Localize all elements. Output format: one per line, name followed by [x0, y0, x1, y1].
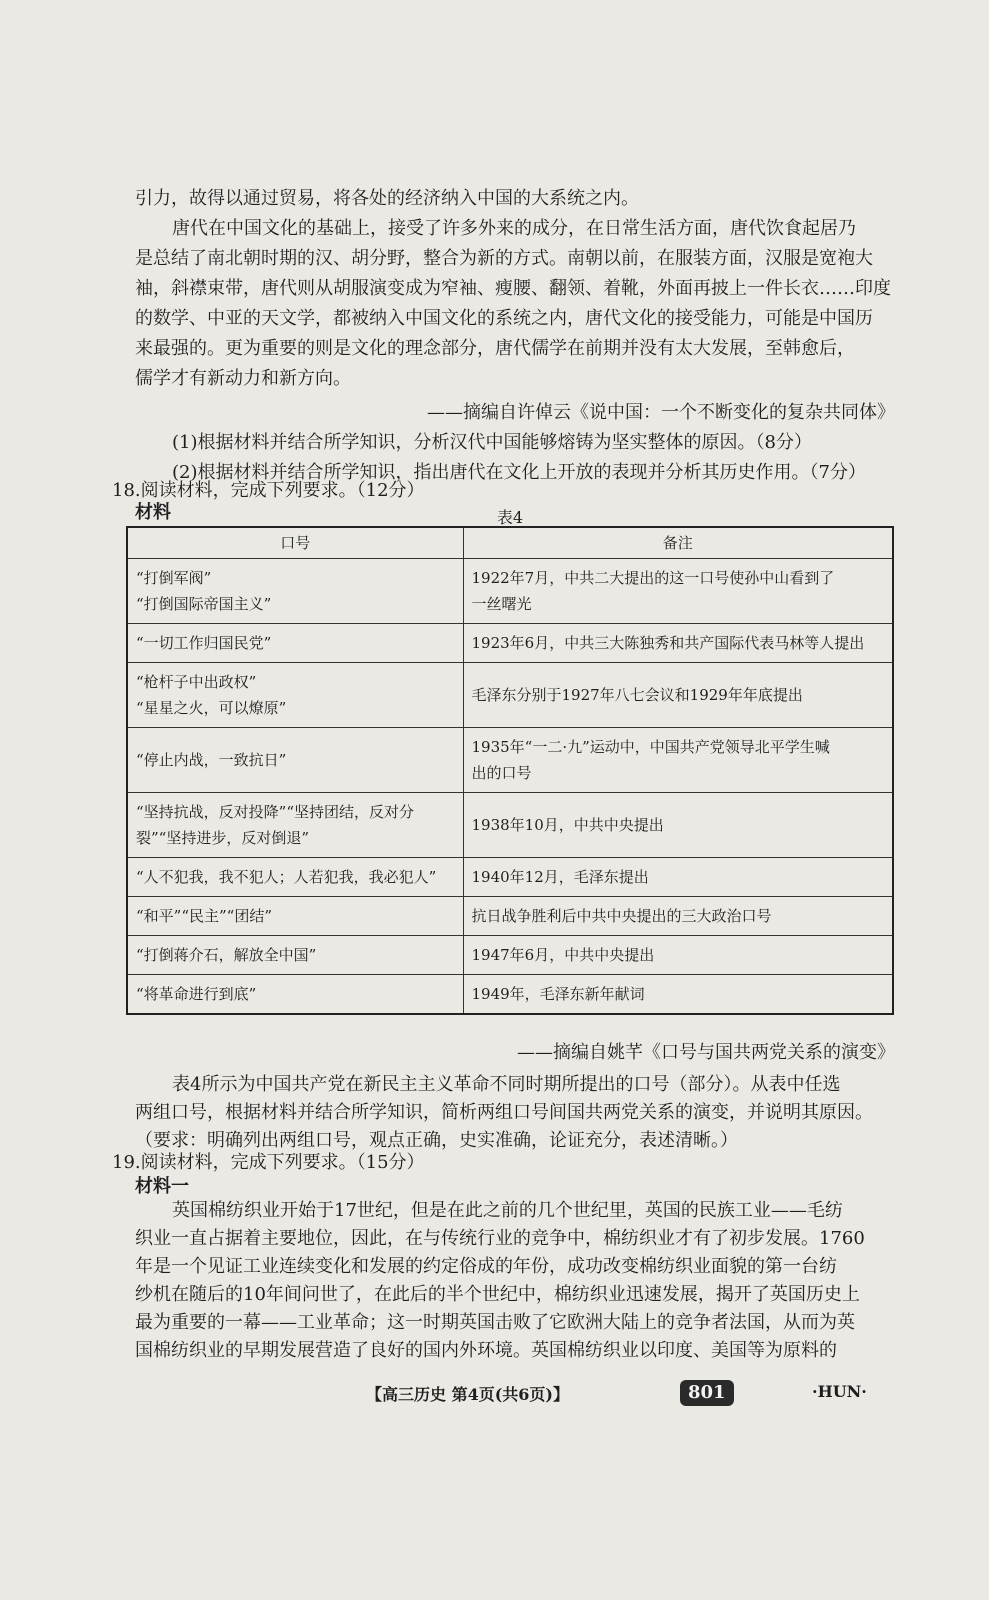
header-slogan: 口号	[127, 527, 463, 559]
table-row	[127, 663, 893, 728]
table-caption: 表4	[496, 508, 524, 527]
note-text: 抗日战争胜利后中共中央提出的三大政治口号	[471, 907, 772, 925]
slogan-text: 裂”“坚持进步，反对倒退”	[136, 829, 310, 847]
slogan-cell	[127, 858, 463, 897]
passage-19-line: 纱机在随后的10年间问世了，在此后的半个世纪中，棉纺织业迅速发展，揭开了英国历史上	[135, 1284, 860, 1305]
note-text: 1949年，毛泽东新年献词	[471, 985, 645, 1003]
question-17-2: (2)根据材料并结合所学知识，指出唐代在文化上开放的表现并分析其历史作用。（7分）	[172, 462, 866, 483]
note-text: 1940年12月，毛泽东提出	[471, 868, 649, 886]
slogan-text: “打倒军阀”	[136, 569, 212, 587]
note-text: 1922年7月，中共二大提出的这一口号使孙中山看到了	[471, 569, 835, 587]
slogan-text: “坚持抗战，反对投降”“坚持团结，反对分	[136, 803, 415, 821]
passage-19-line: 织业一直占据着主要地位，因此，在与传统行业的竞争中，棉纺织业才有了初步发展。1760	[135, 1228, 865, 1249]
note-text: 1947年6月，中共中央提出	[471, 946, 655, 964]
passage-line: 的数学、中亚的天文学，都被纳入中国文化的系统之内，唐代文化的接受能力，可能是中国历	[135, 308, 873, 329]
passage-19-line: 英国棉纺织业开始于17世纪，但是在此之前的几个世纪里，英国的民族工业——毛纺	[172, 1200, 843, 1221]
table-row	[127, 793, 893, 858]
footer-page-label: 【高三历史 第4页(共6页)】	[366, 1385, 569, 1404]
slogan-text: “星星之火，可以燎原”	[136, 699, 287, 717]
footer-region-mark: ·HUN·	[812, 1382, 867, 1401]
slogan-table	[126, 526, 894, 1015]
note-cell	[463, 936, 893, 975]
page-footer	[0, 1380, 989, 1410]
slogan-text: “将革命进行到底”	[136, 985, 257, 1003]
passage-line: 来最强的。更为重要的则是文化的理念部分，唐代儒学在前期并没有太大发展，至韩愈后，	[135, 338, 855, 359]
question-17-1: (1)根据材料并结合所学知识，分析汉代中国能够熔铸为坚实整体的原因。（8分）	[172, 432, 812, 453]
question-19-heading: 19.阅读材料，完成下列要求。（15分）	[112, 1152, 425, 1173]
note-cell	[463, 793, 893, 858]
passage-line: 儒学才有新动力和新方向。	[135, 368, 351, 389]
note-cell	[463, 663, 893, 728]
note-text: 毛泽东分别于1927年八七会议和1929年年底提出	[471, 686, 803, 704]
question-18-text: （要求：明确列出两组口号，观点正确，史实准确，论证充分，表述清晰。）	[135, 1130, 738, 1151]
source-citation-18: ——摘编自姚芊《口号与国共两党关系的演变》	[517, 1042, 895, 1063]
note-cell	[463, 728, 893, 793]
note-text: 1923年6月，中共三大陈独秀和共产国际代表马林等人提出	[471, 634, 865, 652]
note-cell	[463, 975, 893, 1015]
slogan-cell	[127, 559, 463, 624]
passage-line: 袖，斜襟束带，唐代则从胡服演变成为窄袖、瘦腰、翻领、着靴，外面再披上一件长衣……印度	[135, 278, 891, 299]
note-text: 1935年“一二·九”运动中，中国共产党领导北平学生喊	[471, 738, 830, 756]
note-cell	[463, 858, 893, 897]
slogan-cell	[127, 728, 463, 793]
note-cell	[463, 897, 893, 936]
slogan-cell	[127, 793, 463, 858]
table-row	[127, 897, 893, 936]
question-18-heading: 18.阅读材料，完成下列要求。（12分）	[112, 480, 425, 501]
slogan-cell	[127, 936, 463, 975]
table-row	[127, 624, 893, 663]
table-header-row	[127, 527, 893, 559]
slogan-text: “打倒蒋介石，解放全中国”	[136, 946, 317, 964]
slogan-text: “人不犯我，我不犯人；人若犯我，我必犯人”	[136, 868, 437, 886]
material-label-18: 材料	[135, 502, 171, 523]
slogan-cell	[127, 663, 463, 728]
material-label-19: 材料一	[135, 1176, 189, 1197]
note-cell	[463, 624, 893, 663]
note-text: 一丝曙光	[471, 595, 532, 613]
slogan-text: “和平”“民主”“团结”	[136, 907, 273, 925]
slogan-text: “一切工作归国民党”	[136, 634, 272, 652]
note-text: 1938年10月，中共中央提出	[471, 816, 664, 834]
question-18-text: 两组口号，根据材料并结合所学知识，简析两组口号间国共两党关系的演变，并说明其原因。	[135, 1102, 873, 1123]
table-row	[127, 728, 893, 793]
slogan-cell	[127, 975, 463, 1015]
table-row	[127, 936, 893, 975]
slogan-text: “枪杆子中出政权”	[136, 673, 257, 691]
header-note: 备注	[463, 527, 893, 559]
slogan-cell	[127, 624, 463, 663]
slogan-text: “停止内战，一致抗日”	[136, 751, 287, 769]
passage-line: 唐代在中国文化的基础上，接受了许多外来的成分，在日常生活方面，唐代饮食起居乃	[172, 218, 856, 239]
note-cell	[463, 559, 893, 624]
note-text: 出的口号	[471, 764, 532, 782]
passage-19-line: 最为重要的一幕——工业革命；这一时期英国击败了它欧洲大陆上的竞争者法国，从而为英	[135, 1312, 855, 1333]
table-row	[127, 975, 893, 1015]
slogan-text: “打倒国际帝国主义”	[136, 595, 272, 613]
passage-line: 引力，故得以通过贸易，将各处的经济纳入中国的大系统之内。	[135, 188, 639, 209]
footer-exam-code: 801	[680, 1380, 734, 1406]
question-18-text: 表4所示为中国共产党在新民主主义革命不同时期所提出的口号（部分）。从表中任选	[172, 1074, 841, 1095]
passage-19-line: 国棉纺织业的早期发展营造了良好的国内外环境。英国棉纺织业以印度、美国等为原料的	[135, 1340, 837, 1361]
passage-line: 是总结了南北朝时期的汉、胡分野，整合为新的方式。南朝以前，在服装方面，汉服是宽袍大	[135, 248, 873, 269]
table-row	[127, 559, 893, 624]
slogan-cell	[127, 897, 463, 936]
passage-19-line: 年是一个见证工业连续变化和发展的约定俗成的年份，成功改变棉纺织业面貌的第一台纺	[135, 1256, 837, 1277]
source-citation-17: ——摘编自许倬云《说中国：一个不断变化的复杂共同体》	[427, 402, 895, 423]
table-row	[127, 858, 893, 897]
